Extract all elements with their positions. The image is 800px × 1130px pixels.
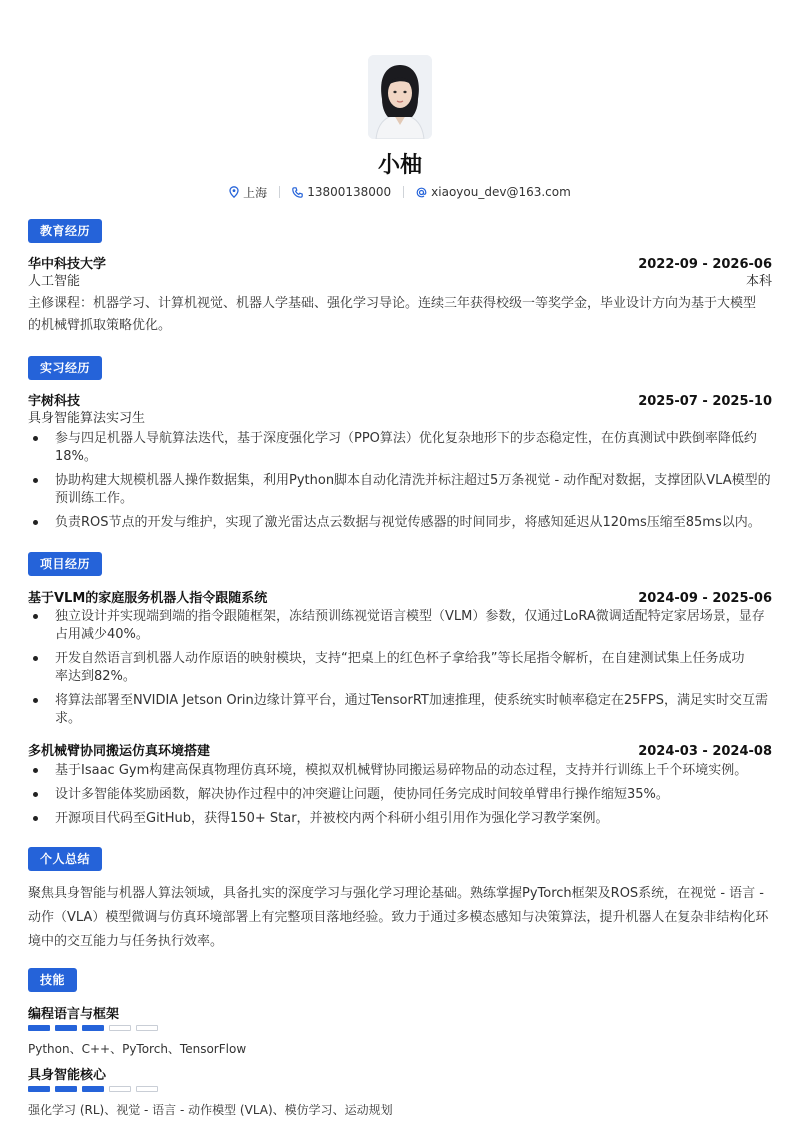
phone-text: 13800138000 [307, 185, 392, 199]
phone-icon [292, 187, 303, 198]
contact-divider [403, 186, 404, 198]
section-heading-education: 教育经历 [28, 219, 102, 243]
project-title: 基于VLM的家庭服务机器人指令跟随系统 [28, 591, 268, 606]
list-item: 开源项目代码至GitHub，获得150+ Star，并被校内两个科研小组引用作为强化学习教学案例。 [28, 810, 772, 828]
list-item: 基于Isaac Gym构建高保真物理仿真环境，模拟双机械臂协同搬运易碎物品的动态过程，支持并行训练上千个环境实例。 [28, 762, 772, 780]
skill-name: 编程语言与框架 [28, 1007, 120, 1022]
education-sub-row [28, 270, 772, 289]
list-item: 开发自然语言到机器人动作原语的映射模块，支持“把桌上的红色杯子拿给我”等长尾指令解析，在自建测试集上任务成功 率达到82%。 [28, 650, 772, 686]
skill-bar-filled [55, 1025, 77, 1031]
list-item: 独立设计并实现端到端的指令跟随框架，冻结预训练视觉语言模型（VLM）参数，仅通过LoRA微调适配特定家居场景，显存 占用减少40%。 [28, 608, 772, 644]
skill-bar-empty [109, 1025, 131, 1031]
internship-role: 具身智能算法实习生 [28, 411, 146, 426]
degree: 本科 [745, 274, 772, 289]
contact-divider [279, 186, 280, 198]
contact-location [229, 184, 267, 201]
list-item: 将算法部署至NVIDIA Jetson Orin边缘计算平台，通过TensorRT加速推理，使系统实时帧率稳定在25FPS，满足实时交互需 求。 [28, 692, 772, 728]
skill-detail: 强化学习 (RL)、视觉 - 语言 - 动作模型 (VLA)、模仿学习、运动规划 [28, 1103, 393, 1117]
skill-bar-empty [109, 1086, 131, 1092]
location-text: 上海 [243, 185, 268, 200]
skill-level-bars [28, 1086, 158, 1092]
avatar-photo-icon [368, 55, 432, 139]
major: 人工智能 [28, 274, 81, 289]
skill-name: 具身智能核心 [28, 1068, 107, 1083]
email-text[interactable]: xiaoyou_dev@163.com [431, 185, 571, 199]
skill-bar-filled [28, 1025, 50, 1031]
education-description: 主修课程：机器学习、计算机视觉、机器人学基础、强化学习导论。连续三年获得校级一等奖学金，毕业设计方向为基于大模型 的机械臂抓取策略优化。 [28, 296, 757, 333]
skill-detail: Python、C++、PyTorch、TensorFlow [28, 1042, 247, 1056]
skill-level-bars [28, 1025, 158, 1031]
project-dates: 2024-09 - 2025-06 [638, 591, 772, 606]
education-dates: 2022-09 - 2026-06 [638, 257, 772, 272]
project-header-row [28, 587, 772, 606]
location-pin-icon [229, 186, 239, 198]
list-item: 负责ROS节点的开发与维护，实现了激光雷达点云数据与视觉传感器的时间同步，将感知延迟从120ms压缩至85ms以内。 [28, 514, 772, 532]
section-heading-projects: 项目经历 [28, 552, 102, 576]
skill-bar-empty [136, 1025, 158, 1031]
summary-text: 聚焦具身智能与机器人算法领域，具备扎实的深度学习与强化学习理论基础。熟练掌握PyTorch框架及ROS系统，在视觉 - 语言 - 动作（VLA）模型微调与仿真环境部署上有完整项目落地经验。致力于通过多模态感知与决策算法，提升机器人在复杂非结构化环 境中的交互能力与任务执行效率。 [28, 886, 769, 949]
avatar [368, 55, 432, 139]
project-dates: 2024-03 - 2024-08 [638, 744, 772, 759]
contact-phone [292, 185, 391, 199]
company-name: 宇树科技 [28, 394, 81, 409]
skill-bar-filled [82, 1086, 104, 1092]
internship-bullets [28, 430, 772, 538]
project-title: 多机械臂协同搬运仿真环境搭建 [28, 744, 211, 759]
list-item: 协助构建大规模机器人操作数据集，利用Python脚本自动化清洗并标注超过5万条视觉 - 动作配对数据，支撑团队VLA模型的 预训练工作。 [28, 472, 772, 508]
project-header-row [28, 740, 772, 759]
skill-bar-filled [82, 1025, 104, 1031]
section-heading-skills: 技能 [28, 968, 77, 992]
skill-bar-empty [136, 1086, 158, 1092]
project-bullets [28, 762, 772, 834]
at-sign-icon [416, 187, 427, 198]
contact-email[interactable] [416, 185, 571, 199]
list-item: 参与四足机器人导航算法迭代，基于深度强化学习（PPO算法）优化复杂地形下的步态稳定性，在仿真测试中跌倒率降低约 18%。 [28, 430, 772, 466]
list-item: 设计多智能体奖励函数，解决协作过程中的冲突避让问题，使协同任务完成时间较单臂串行操作缩短35%。 [28, 786, 772, 804]
internship-dates: 2025-07 - 2025-10 [638, 394, 772, 409]
section-heading-summary: 个人总结 [28, 847, 102, 871]
candidate-name: 小柚 [377, 153, 422, 178]
contact-row [0, 184, 800, 200]
school-name: 华中科技大学 [28, 257, 107, 272]
section-heading-internship: 实习经历 [28, 356, 102, 380]
skill-bar-filled [28, 1086, 50, 1092]
project-bullets [28, 608, 772, 734]
skill-bar-filled [55, 1086, 77, 1092]
